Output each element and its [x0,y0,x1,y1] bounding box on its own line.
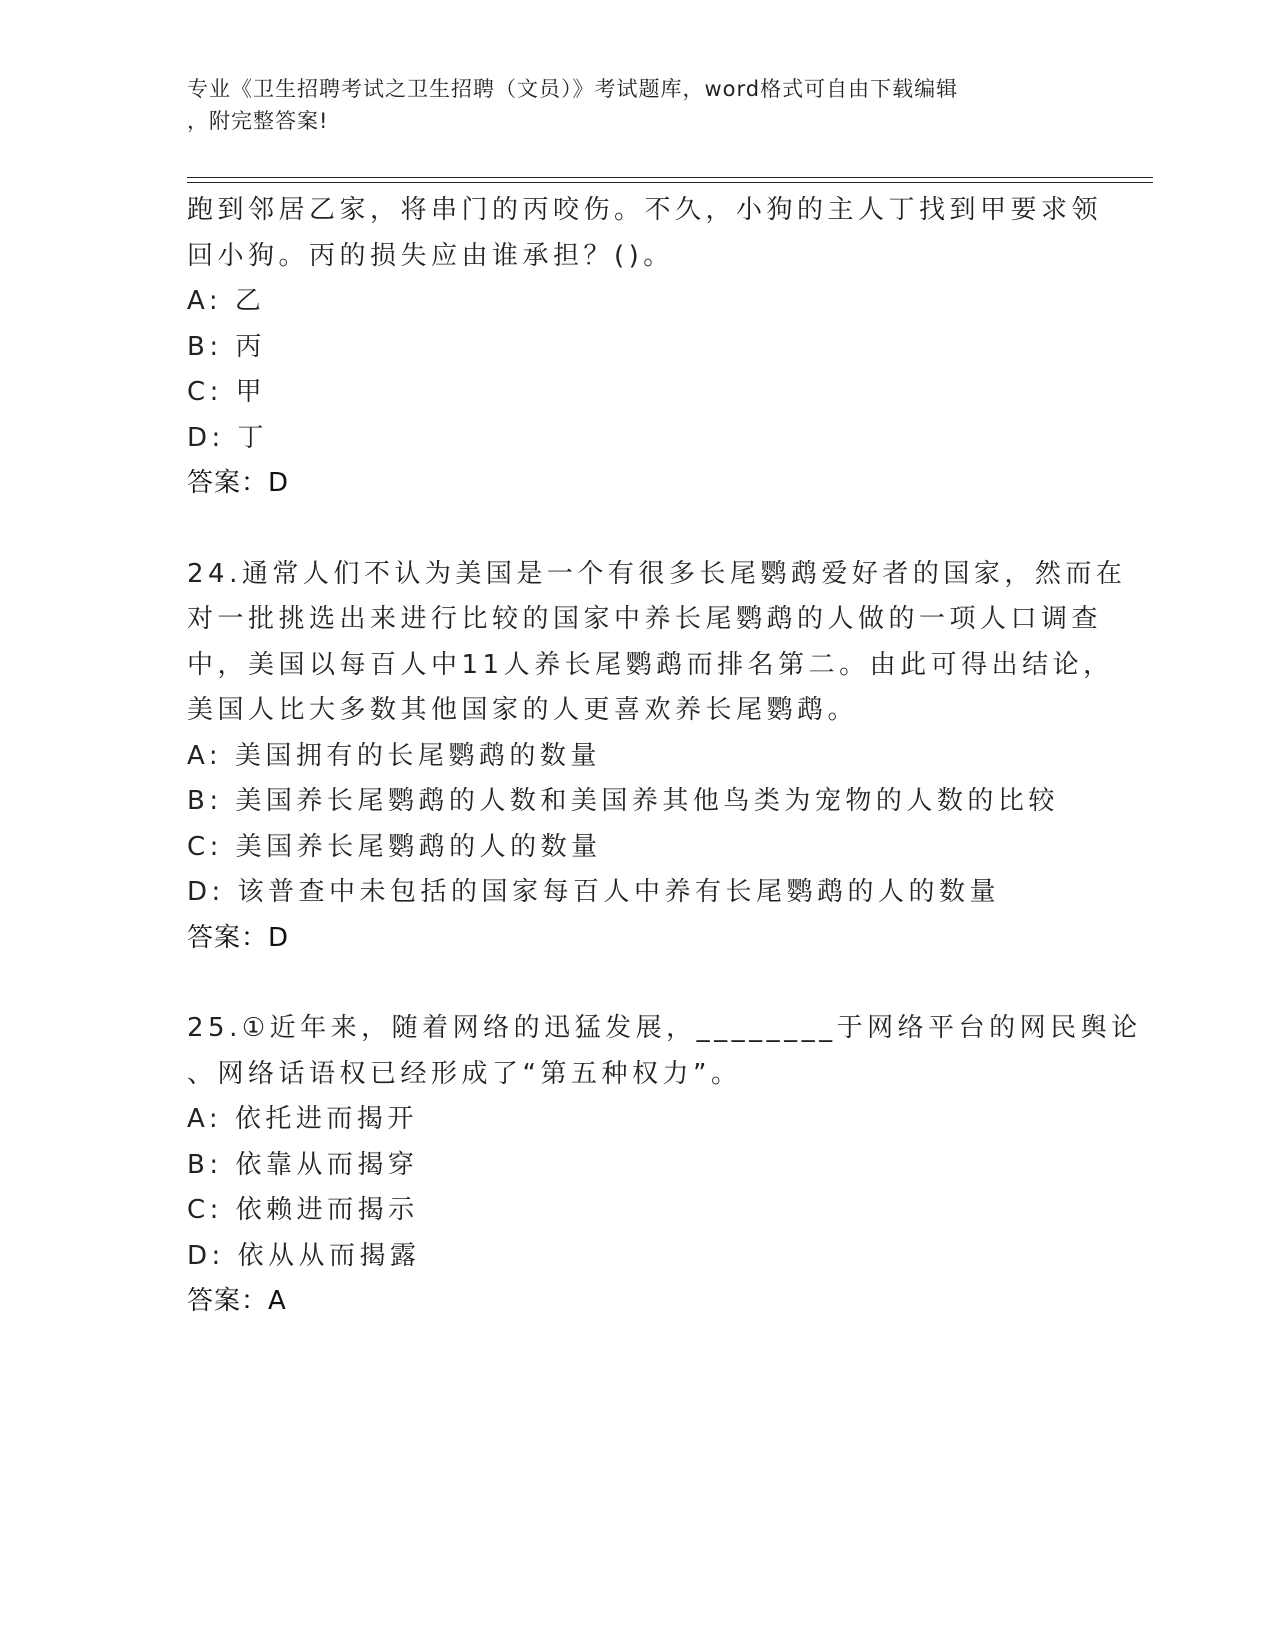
option-a: A: 美国拥有的长尾鹦鹉的数量 [187,740,601,771]
option-a: A: 乙 [187,286,266,316]
option-a: A: 依托进而揭开 [187,1104,418,1134]
header-line-2: ，附完整答案! [187,109,329,133]
document-body [187,188,1142,1325]
header-divider-bottom [187,182,1153,183]
option-b: B: 丙 [187,331,266,362]
header-line-1: 专业《卫生招聘考试之卫生招聘（文员）》考试题库，word格式可自由下载编辑 [187,77,959,101]
option-b: B: 依靠从而揭穿 [187,1149,419,1180]
question-text-line: 对一批挑选出来进行比较的国家中养长尾鹦鹉的人做的一项人口调查 [187,604,1103,634]
answer: 答案：D [187,922,290,953]
document-header [187,73,1067,137]
spacer [187,507,1087,552]
answer: 答案：D [187,468,290,498]
header-divider-top [187,177,1153,178]
option-c: C: 美国养长尾鹦鹉的人的数量 [187,831,602,862]
question-text-line: 美国人比大多数其他国家的人更喜欢养长尾鹦鹉。 [187,695,859,725]
question-text-line: 回小狗。丙的损失应由谁承担？()。 [187,240,674,271]
question-text-line: 25.①近年来，随着网络的迅猛发展，________于网络平台的网民舆论 [187,1013,1142,1043]
question-text-line: 中，美国以每百人中11人养长尾鹦鹉而排名第二。由此可得出结论， [187,649,1114,680]
question-24 [187,552,1127,962]
question-25 [187,1006,1142,1325]
option-d: D: 依从从而揭露 [187,1240,421,1271]
option-c: C: 依赖进而揭示 [187,1195,419,1225]
question-text-line: 24.通常人们不认为美国是一个有很多长尾鹦鹉爱好者的国家，然而在 [187,558,1127,589]
option-b: B: 美国养长尾鹦鹉的人数和美国养其他鸟类为宠物的人数的比较 [187,786,1059,816]
question-text-line: 跑到邻居乙家，将串门的丙咬伤。不久，小狗的主人丁找到甲要求领 [187,195,1103,225]
spacer [187,961,1087,1006]
option-c: C: 甲 [187,377,267,407]
question-23 [187,188,1103,507]
question-text-line: 、网络话语权已经形成了“第五种权力”。 [187,1058,742,1089]
option-d: D: 丁 [187,422,269,453]
answer: 答案：A [187,1286,287,1316]
option-d: D: 该普查中未包括的国家每百人中养有长尾鹦鹉的人的数量 [187,877,1001,907]
